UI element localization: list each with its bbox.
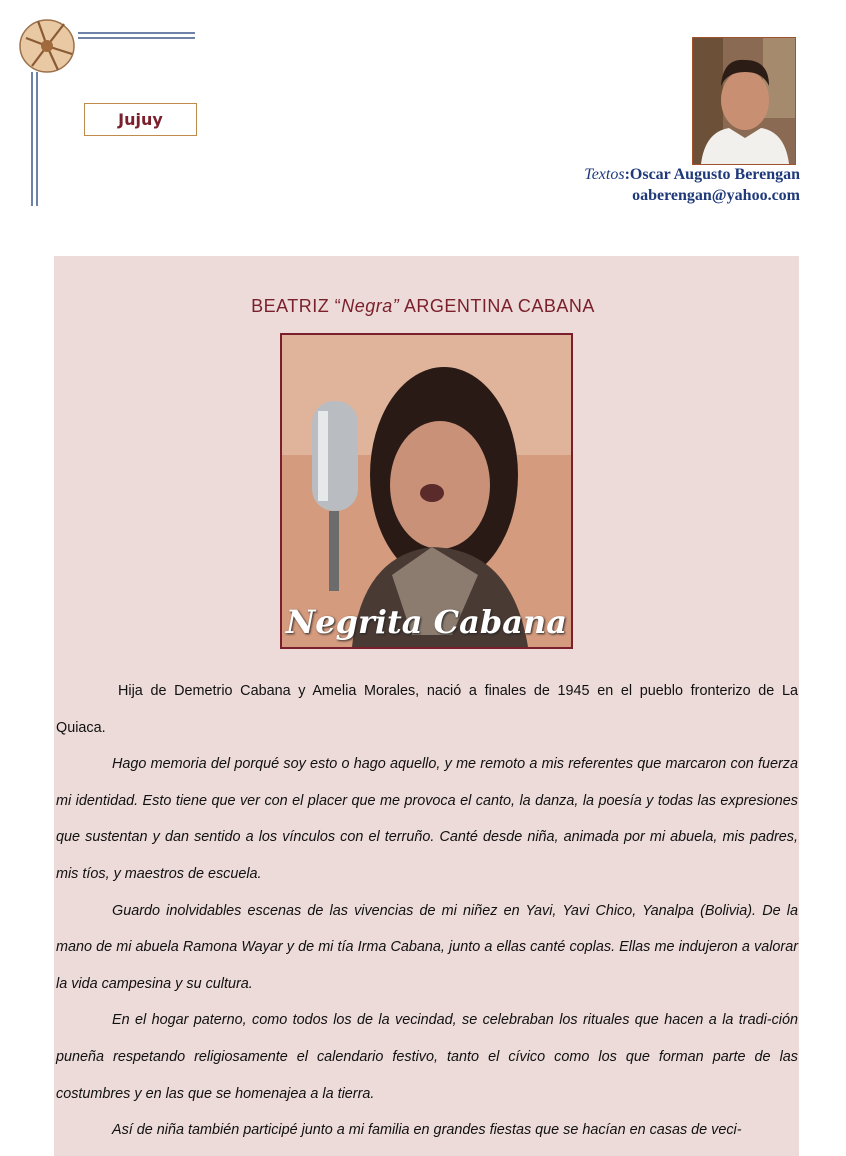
flower-logo-icon xyxy=(18,18,76,74)
header-rule-top-2 xyxy=(78,37,195,39)
article-body xyxy=(56,673,798,1149)
paragraph-childhood: Guardo inolvidables escenas de las vivencias de mi niñez en Yavi, Yavi Chico, Yanalpa (Bolivia). De la mano de mi abuela Ramona Wayar y de mi tía Irma Cabana, junto a ellas canté coplas. Ellas me indujeron a valorar la vida campesina y su cultura. xyxy=(56,902,798,992)
author-email: oaberengan@yahoo.com xyxy=(632,187,800,204)
paragraph-festivities: Así de niña también participé junto a mi familia en grandes fiestas que se hacían en casas de veci- xyxy=(112,1122,742,1139)
author-photo xyxy=(692,37,796,165)
author-credit xyxy=(584,164,800,206)
article-title xyxy=(0,296,846,317)
paragraph-memory: Hago memoria del porqué soy esto o hago aquello, y me remoto a mis referentes que marcaron con fuerza mi identidad. Esto tiene que ver con el placer que me provoca el canto, la danza, la poesía y todas las expresiones que sustentan y dan sentido a los vínculos con el terruño. Canté desde niña, animada por mi abuela, mis padres, mis tíos, y maestros de escuela. xyxy=(56,756,798,882)
photo-caption: Negrita Cabana xyxy=(286,603,567,641)
header-rule-left xyxy=(31,72,33,206)
author-name: Oscar Augusto Berengan xyxy=(629,166,800,183)
region-label: Jujuy xyxy=(84,103,197,136)
header-rule-top xyxy=(78,32,195,34)
portrait-photo xyxy=(280,333,573,649)
credit-label: Textos xyxy=(584,166,625,183)
credit-separator: : xyxy=(624,166,630,183)
header-rule-left-2 xyxy=(36,72,38,206)
paragraph-traditions: En el hogar paterno, como todos los de la vecindad, se celebraban los rituales que hacen a la tradi-ción puneña respetando religiosamente el calendario festivo, tanto el cívico como los que forman parte de las costumbres y en las que se homenajea a la tierra. xyxy=(56,1012,798,1102)
paragraph-intro: Hija de Demetrio Cabana y Amelia Morales, nació a finales de 1945 en el pueblo fronterizo de La Quiaca. xyxy=(56,683,798,736)
title-part-2: ARGENTINA CABANA xyxy=(399,296,595,316)
title-nickname: Negra” xyxy=(341,296,400,316)
title-part-1: BEATRIZ “ xyxy=(251,296,342,316)
